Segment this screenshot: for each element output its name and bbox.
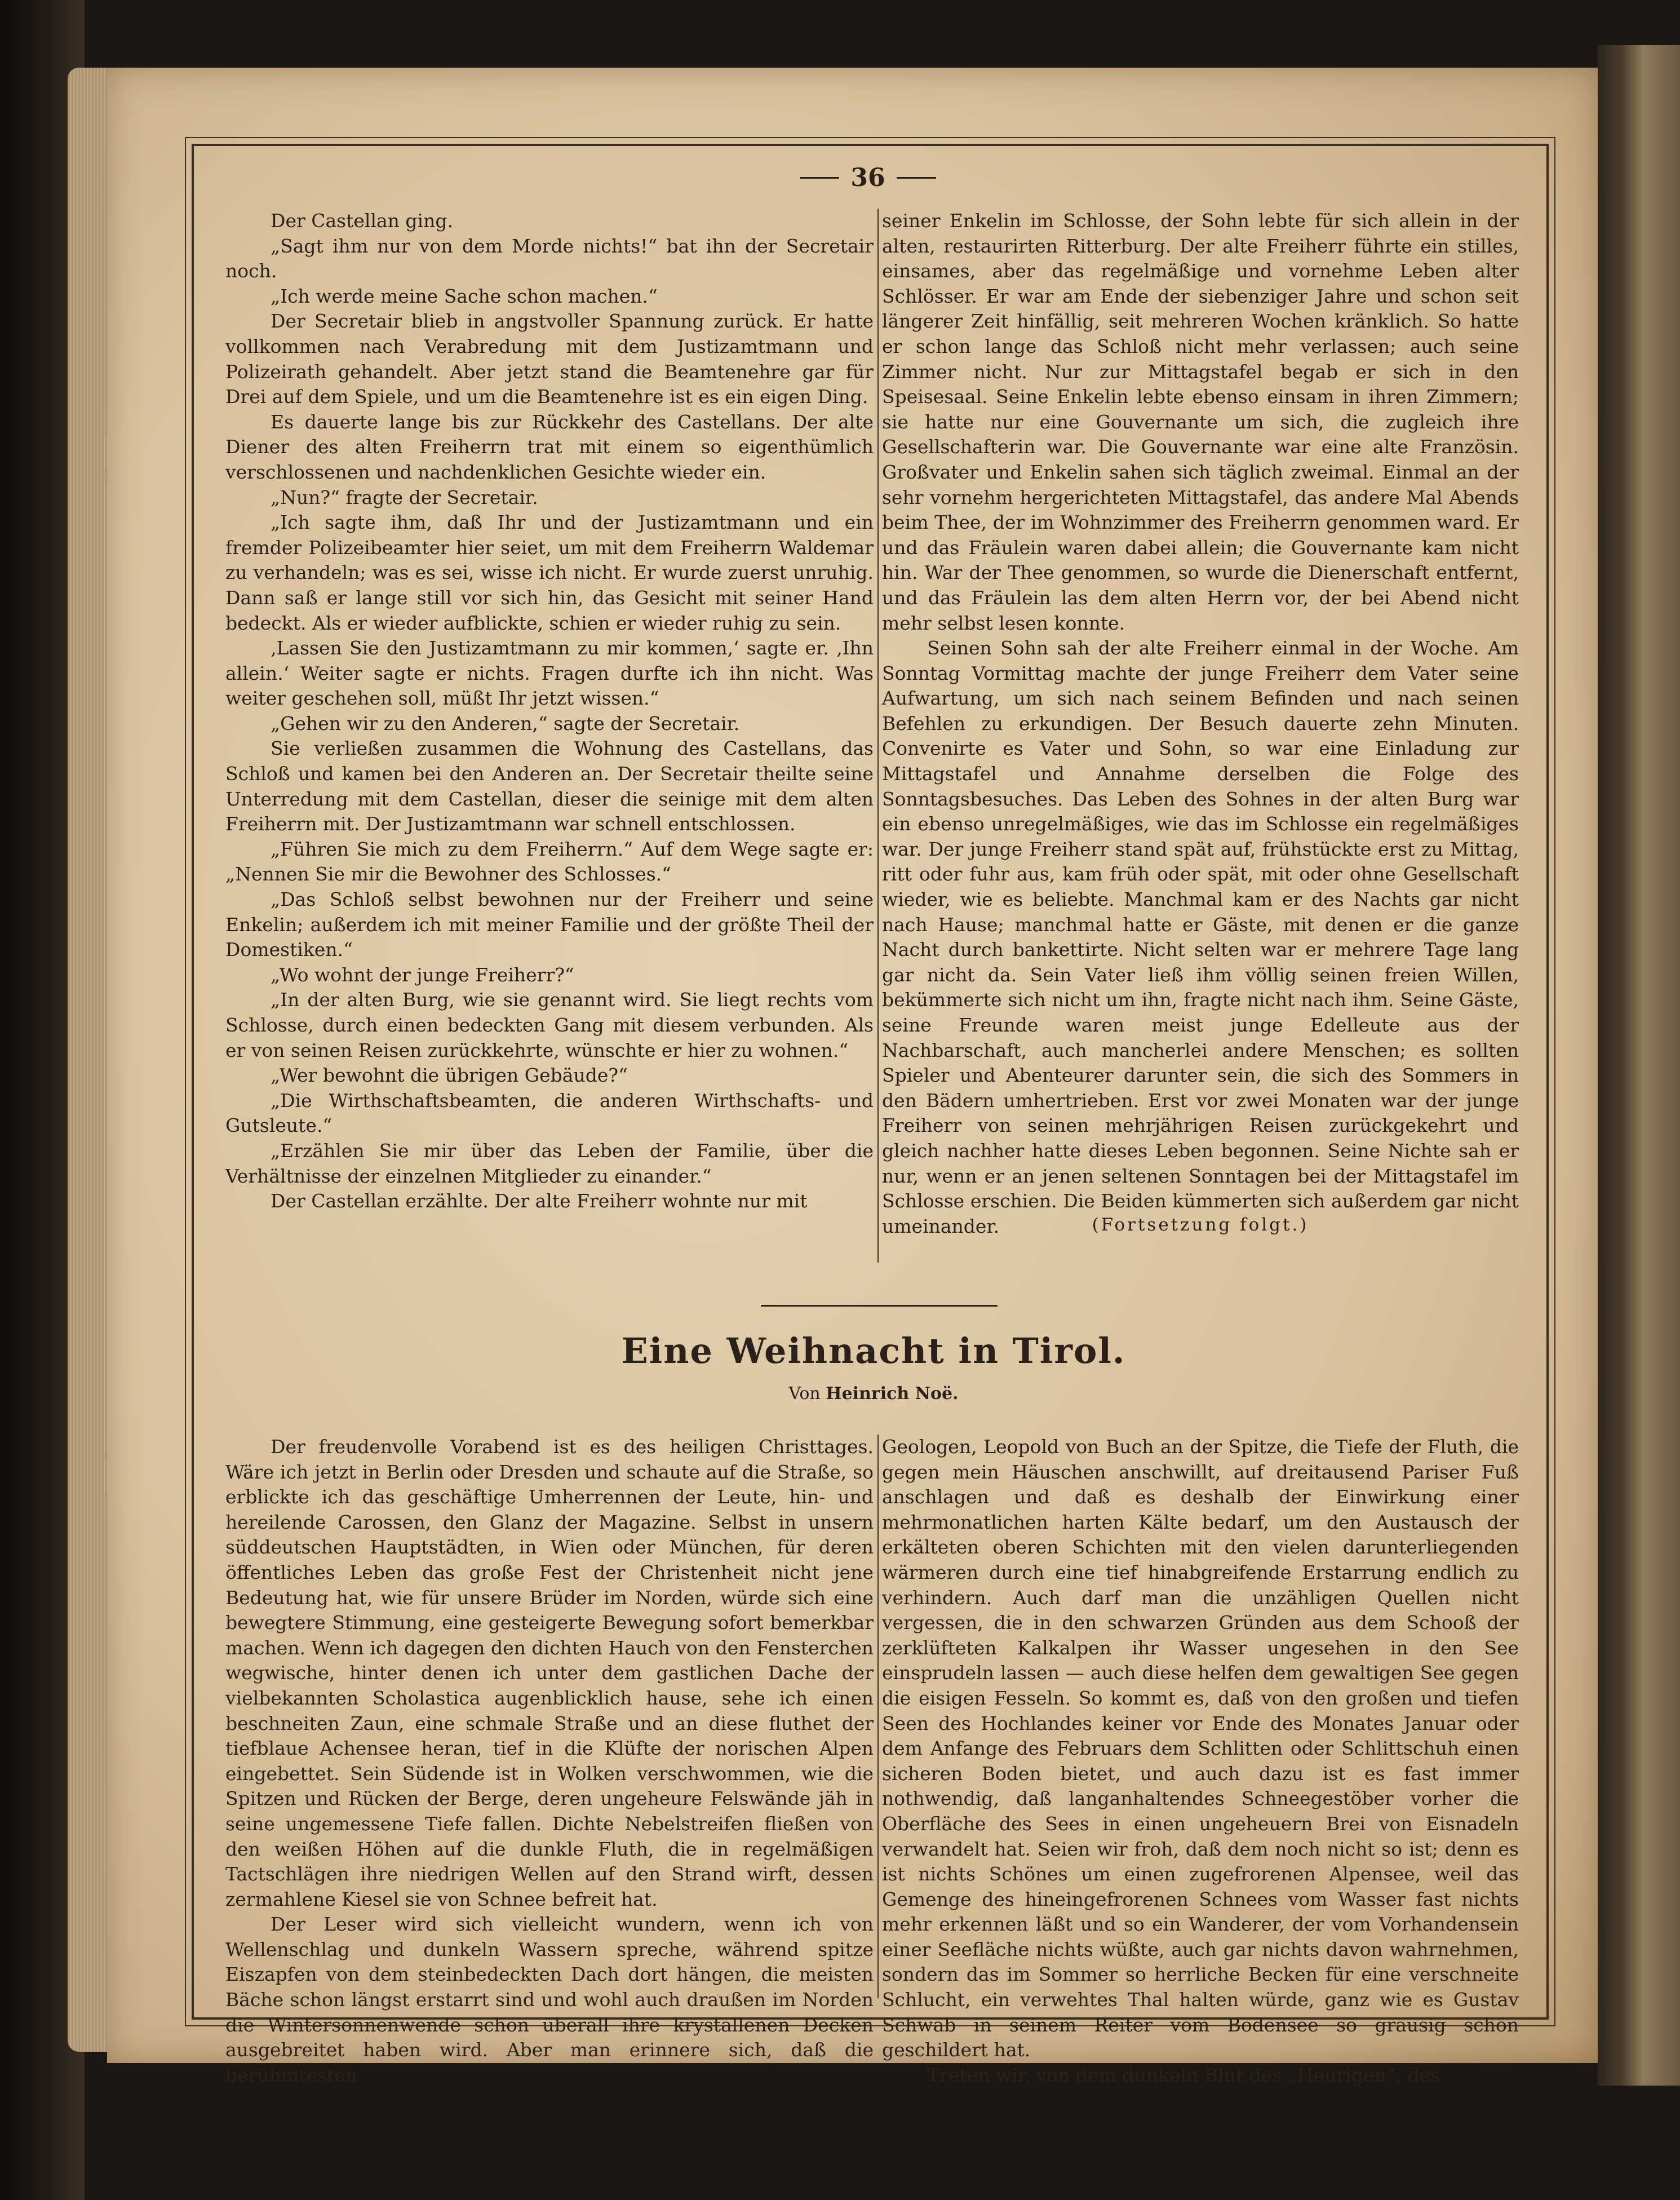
paragraph: Sie verließen zusammen die Wohnung des Castellans, das Schloß und kamen bei den Anderen an. Der Secretair theilte seine Unterredung mit dem Castellan, dieser die seinige mit dem alten Freiherrn mit. Der Justizamtmann war schnell entschlossen. [225,737,874,835]
continued-note: (Fortsetzung folgt.) [1092,1215,1309,1235]
paragraph: Der Castellan erzählte. Der alte Freiherr wohnte nur mit [271,1190,808,1212]
byline-author: Heinrich Noë. [826,1384,959,1404]
paragraph: „Ich sagte ihm, daß Ihr und der Justizamtmann und ein fremder Polizeibeamter hier seiet, um mit dem Freiherrn Waldemar zu verhandeln; was es sei, wisse ich nicht. Er wurde zuerst unruhig. Dann saß er lange still vor sich hin, das Gesicht mit seiner Hand bedeckt. Als er wieder aufblickte, schien er wieder ruhig zu sein. [225,511,874,634]
paragraph: „Führen Sie mich zu dem Freiherrn.“ Auf dem Wege sagte er: „Nennen Sie mir die Bewohner des Schlosses.“ [225,838,874,886]
header-dash-left [800,177,839,179]
paragraph: „Wer bewohnt die übrigen Gebäude?“ [271,1064,628,1087]
story-b-column-right [882,1435,1519,2088]
header-dash-right [897,177,936,179]
paragraph: „Ich werde meine Sache schon machen.“ [271,285,658,307]
page-number: 36 [850,163,885,192]
paragraph: Treten wir, von dem dunkeln Blut des „Heurigen“, des [927,2064,1440,2086]
page-header [778,161,958,194]
paragraph: „Gehen wir zu den Anderen,“ sagte der Secretair. [271,712,740,734]
byline-prefix: Von [788,1384,821,1404]
paragraph: „In der alten Burg, wie sie genannt wird. Sie liegt rechts vom Schlosse, durch einen bedeckten Gang mit diesem verbunden. Als er von seinen Reisen zurückkehrte, wünschte er hier zu wohnen.“ [225,989,874,1061]
paragraph: seiner Enkelin im Schlosse, der Sohn lebte für sich allein in der alten, restaurirten Ritterburg. Der alte Freiherr führte ein stilles, einsames, aber das regelmäßige und vornehme Leben alter Schlösser. Er war am Ende der siebenziger Jahre und schon seit längerer Zeit hinfällig, seit mehreren Wochen kränklich. So hatte er schon lange das Schloß nicht mehr verlassen; auch seine Zimmer nicht. Nur zur Mittagstafel begab er sich in den Speisesaal. Seine Enkelin lebte ebenso einsam in ihren Zimmern; sie hatte nur eine Gouvernante um sich, die zugleich ihre Gesellschafterin war. Die Gouvernante war eine alte Französin. Großvater und Enkelin sahen sich täglich zweimal. Einmal an der sehr vornehm hergerichteten Mittagstafel, das andere Mal Abends beim Thee, der im Wohnzimmer des Freiherrn genommen ward. Er und das Fräulein waren dabei allein; die Gouvernante kam nicht hin. War der Thee genommen, so wurde die Dienerschaft entfernt, und das Fräulein las dem alten Herrn vor, der bei Abend nicht mehr selbst lesen konnte. [882,210,1519,634]
paragraph: ‚Lassen Sie den Justizamtmann zu mir kommen,‘ sagte er. ‚Ihn allein.‘ Weiter sagte er nichts. Fragen durfte ich ihn nicht. Was weiter geschehen soll, müßt Ihr jetzt wissen.“ [225,637,874,710]
paragraph: Der Castellan ging. [271,210,453,232]
column-divider-top [877,209,879,1263]
paragraph: „Nun?“ fragte der Secretair. [271,486,538,508]
story-b-column-left [225,1435,874,2088]
facing-page-edge [1598,45,1680,2086]
column-divider-bottom [877,1435,879,1998]
paragraph: „Das Schloß selbst bewohnen nur der Freiherr und seine Enkelin; außerdem ich mit meiner Familie und der größte Theil der Domestiken.“ [225,888,874,961]
article-title: Eine Weihnacht in Tirol. [621,1330,1126,1371]
paragraph: „Erzählen Sie mir über das Leben der Familie, über die Verhältnisse der einzelnen Mitglieder zu einander.“ [225,1139,874,1187]
paragraph: Der Leser wird sich vielleicht wundern, wenn ich von Wellenschlag und dunkeln Wassern spreche, während spitze Eiszapfen von dem steinbedeckten Dach dort hängen, die meisten Bäche schon längst erstarrt sind und wohl auch draußen im Norden die Wintersonnenwende schon überall ihre krystallenen Decken ausgebreitet haben wird. Aber man erinnere sich, daß die berühmtesten [225,1913,874,2086]
paragraph: „Wo wohnt der junge Freiherr?“ [271,963,574,986]
paragraph: Der Secretair blieb in angstvoller Spannung zurück. Er hatte vollkommen nach Verabredung mit dem Justizamtmann und Polizeirath gehandelt. Aber jetzt stand die Beamtenehre gar für Drei auf dem Spiele, und um die Beamtenehre ist es ein eigen Ding. [225,310,874,408]
paragraph: „Die Wirthschaftsbeamten, die anderen Wirthschafts- und Gutsleute.“ [225,1089,874,1137]
story-a-column-right [882,209,1519,1239]
paragraph: Geologen, Leopold von Buch an der Spitze, die Tiefe der Fluth, die gegen mein Häuschen anschwillt, auf dreitausend Pariser Fuß anschlagen und daß es deshalb der Einwirkung einer mehrmonatlichen harten Kälte bedarf, um den Austausch der erkälteten oberen Schichten mit den vielen darunterliegenden wärmeren durch eine tief hinabgreifende Erstarrung endlich zu verhindern. Auch darf man die unzähligen Quellen nicht vergessen, die in den schwarzen Gründen aus dem Schooß der zerklüfteten Kalkalpen ihr Wasser ungesehen in den See einsprudeln lassen — auch diese helfen dem gewaltigen See gegen die eisigen Fesseln. So kommt es, daß von den großen und tiefen Seen des Hochlandes keiner vor Ende des Monates Januar oder dem Anfange des Februars dem Schlitten oder Schlittschuh einen sicheren Boden bietet, und auch dazu ist es fast immer nothwendig, daß langanhaltendes Schneegestöber vorher die Oberfläche des Sees in einen ungeheuern Brei von Eisnadeln verwandelt hat. Seien wir froh, daß dem noch nicht so ist; denn es ist nichts Schönes um einen zugefrorenen Alpensee, weil das Gemenge des hineingefrorenen Schnees vom Wasser fast nichts mehr erkennen läßt und so ein Wanderer, der vom Vorhandensein einer Seefläche nichts wüßte, auch gar nichts davon wahrnehmen, sondern das im Sommer so herrliche Becken für eine verschneite Schlucht, ein verwehtes Thal halten würde, ganz wie es Gustav Schwab in seinem Reiter vom Bodensee so grausig schön geschildert hat. [882,1436,1519,2061]
paragraph: Es dauerte lange bis zur Rückkehr des Castellans. Der alte Diener des alten Freiherrn trat mit einem so eigenthümlich verschlossenen und nachdenklichen Gesichte wieder ein. [225,410,874,483]
paragraph: Der freudenvolle Vorabend ist es des heiligen Christtages. Wäre ich jetzt in Berlin oder Dresden und schaute auf die Straße, so erblickte ich das geschäftige Umherrennen der Leute, hin- und hereilende Carossen, den Glanz der Magazine. Selbst in unsern süddeutschen Hauptstädten, in Wien oder München, für deren öffentliches Leben das große Fest der Christenheit nicht jene Bedeutung hat, wie für unsere Brüder im Norden, würde sich eine bewegtere Stimmung, eine gesteigerte Bewegung sofort bemerkbar machen. Wenn ich dagegen den dichten Hauch von den Fensterchen wegwische, hinter denen ich unter dem gastlichen Dache der vielbekannten Scholastica augenblicklich hause, sehe ich einen beschneiten Zaun, eine schmale Straße und an diese fluthet der tiefblaue Achensee heran, tief in die Klüfte der norischen Alpen eingebettet. Sein Südende ist in Wolken verschwommen, wie die Spitzen und Rücken der Berge, deren ungeheure Felswände jäh in seine ungemessene Tiefe fallen. Dichte Nebelstreifen fließen von den weißen Höhen auf die dunkle Fluth, die in regelmäßigen Tactschlägen ihre niedrigen Wellen auf den Strand wirft, dessen zermahlene Kiesel sie von Schnee befreit hat. [225,1436,874,1910]
article-byline [338,1384,1409,1404]
story-a-column-left [225,209,874,1214]
paragraph: Seinen Sohn sah der alte Freiherr einmal in der Woche. Am Sonntag Vormittag machte der junge Freiherr dem Vater seine Aufwartung, um sich nach seinem Befinden und nach seinen Befehlen zu erkundigen. Der Besuch dauerte zehn Minuten. Convenirte es Vater und Sohn, so war eine Einladung zur Mittagstafel und Annahme derselben die Folge des Sonntagsbesuches. Das Leben des Sohnes in der alten Burg war ein ebenso unregelmäßiges, wie das im Schlosse ein regelmäßiges war. Der junge Freiherr stand spät auf, frühstückte erst zu Mittag, ritt oder fuhr aus, kam früh oder spät, mit oder ohne Gesellschaft wieder, wie es beliebte. Manchmal kam er des Nachts gar nicht nach Hause; manchmal hatte er Gäste, mit denen er die ganze Nacht durch bankettirte. Nicht selten war er mehrere Tage lang gar nicht da. Sein Vater ließ ihm völlig seinen freien Willen, bekümmerte sich nicht um ihn, fragte nicht nach ihm. Seine Gäste, seine Freunde waren meist junge Edelleute aus der Nachbarschaft, auch mancherlei andere Menschen; es sollten Spieler und Abenteurer darunter sein, die sich des Sommers in den Bädern umhertrieben. Erst vor zwei Monaten war der junge Freiherr von seinen mehrjährigen Reisen zurückgekehrt und gleich nachher hatte dieses Leben begonnen. Seine Nichte sah er nur, wenn er an jenen seltenen Sonntagen bei der Mittagstafel im Schlosse erschien. Die Beiden kümmerten sich außerdem gar nicht umeinander. [882,637,1519,1237]
paragraph: „Sagt ihm nur von dem Morde nichts!“ bat ihn der Secretair noch. [225,234,874,282]
section-divider [761,1305,998,1307]
